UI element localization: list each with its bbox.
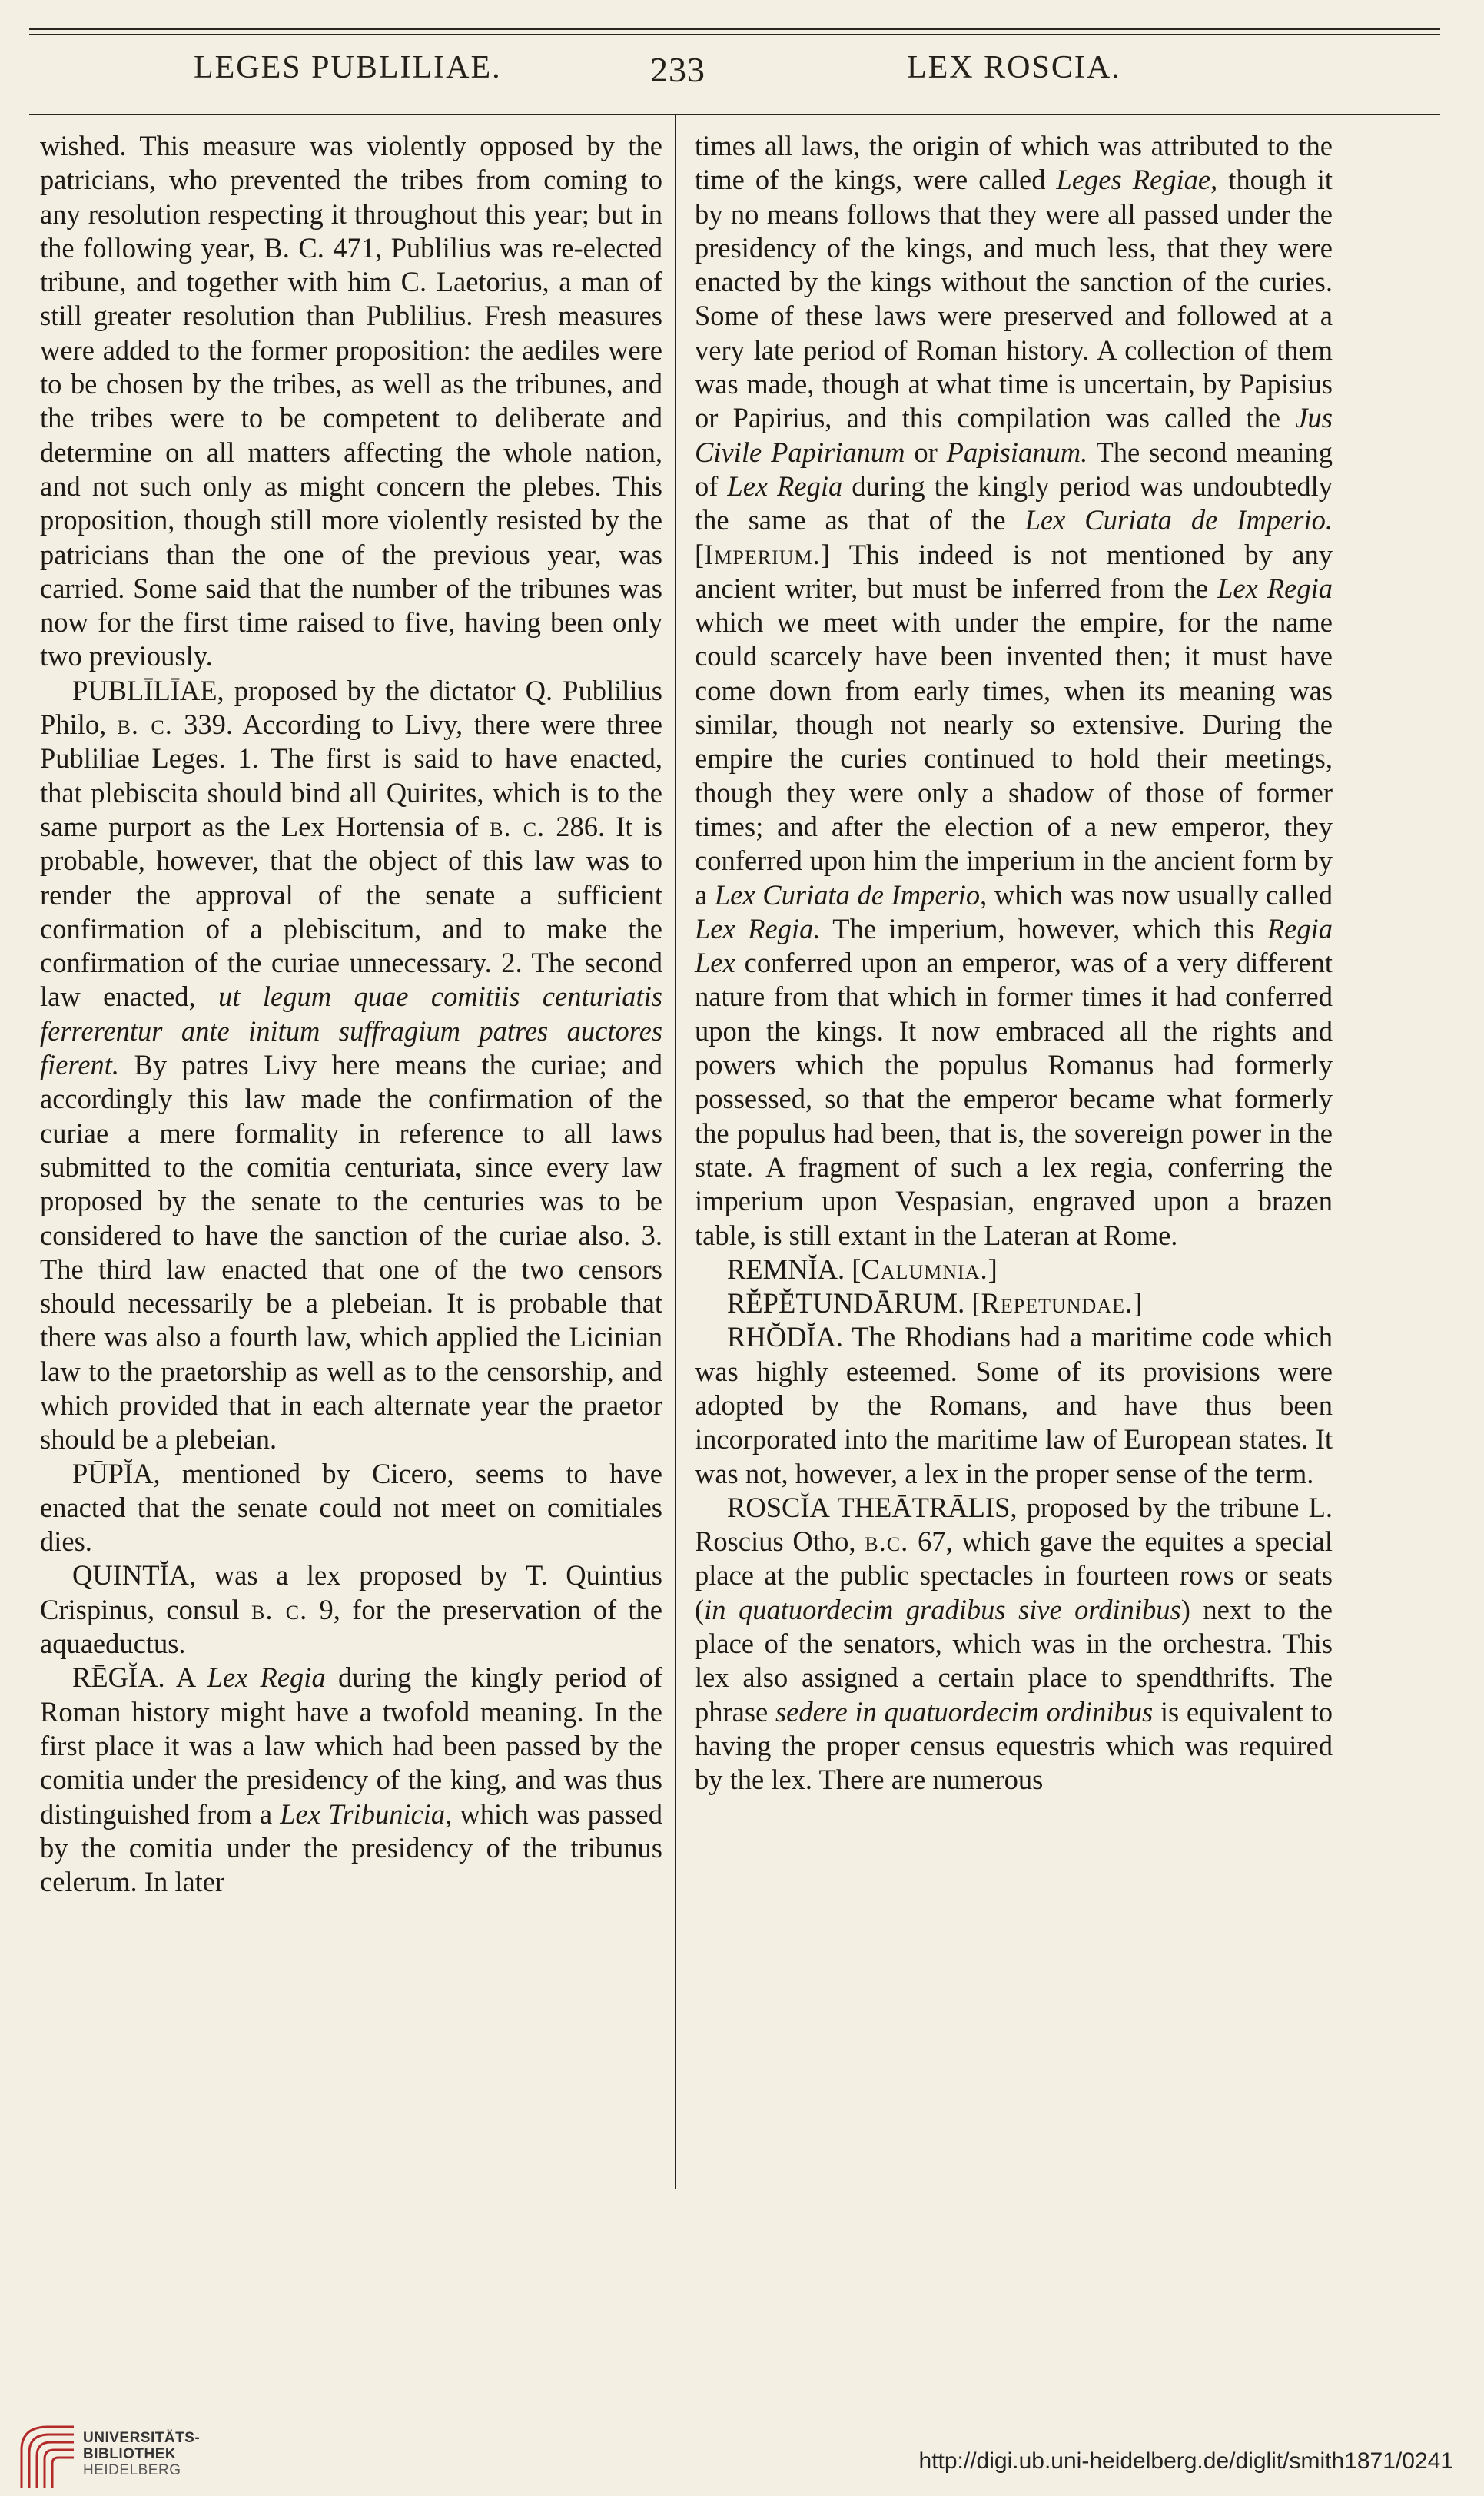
lexicon-entry: ROSCĬA THEĀTRĀLIS, proposed by the tribune L. Roscius Otho, b.c. 67, which gave the equites a special place at the public spectacles in fourteen rows or seats (in quatuordecim gradibus sive ordinibus) next to the place of the senators, which was in the orchestra. This lex also assigned a certain place to spendthrifts. The phrase sedere in quatuordecim ordinibus is equivalent to having the proper census equestris which was required by the lex. There are numerous [695,1491,1333,1796]
lexicon-entry: REMNĬA. [Calumnia.] [727,1253,998,1285]
lexicon-entry: PUBLĪLĪAE, proposed by the dictator Q. Publilius Philo, b. c. 339. According to Livy, there were three Publiliae Leges. 1. The first is said to have enacted, that plebiscita should bind all Quirites, which is to the same purport as the Lex Hortensia of b. c. 286. It is probable, however, that the object of this law was to render the approval of the senate a sufficient confirmation of a plebiscitum, and to make the confirmation of the curiae unnecessary. 2. The second law enacted, ut legum quae comitiis centuriatis ferrerentur ante initum suffragium patres auctores fierent. By patres Livy here means the curiae; and accordingly this law made the confirmation of the curiae a mere formality in reference to all laws submitted to the comitia centuriata, since every law proposed by the senate to the centuries was to be considered to have the sanction of the curiae also. 3. The third law enacted that one of the two censors should necessarily be a plebeian. It is probable that there was also a fourth law, which applied the Licinian law to the praetorship as well as to the censorship, and which provided that in each alternate year the praetor should be a plebeian. [40,674,662,1455]
continued-paragraph: wished. This measure was violently opposed by the patricians, who prevented the tribes from coming to any resolution respecting it throughout this year; but in the following year, B. C. 471, Publilius was re-elected tribune, and together with him C. Laetorius, a man of still greater resolution than Publilius. Fresh measures were added to the former proposition: the aediles were to be chosen by the tribes, as well as the tribunes, and the tribes were to be competent to deliberate and determine on all matters affecting the whole nation, and not such only as might concern the plebes. This proposition, though still more violently resisted by the patricians than the one of the previous year, was carried. Some said that the number of the tribunes was now for the first time raised to five, having been only two previously. [40,130,662,672]
lexicon-entry: QUINTĬA, was a lex proposed by T. Quintius Crispinus, consul b. c. 9, for the preservation of the aquaeductus. [40,1559,662,1660]
right-column [695,129,1333,1797]
column-divider [675,114,676,2189]
running-header [29,49,1440,95]
continued-paragraph: times all laws, the origin of which was attributed to the time of the kings, were called Leges Regiae, though it by no means follows that they were all passed under the presidency of the kings, and much less, that they were enacted by the kings without the sanction of the curies. Some of these laws were preserved and followed at a very late period of Roman history. A collection of them was made, though at what time is uncertain, by Papisius or Papirius, and this compilation was called the Jus Civile Papirianum or Papisianum. The second meaning of Lex Regia during the kingly period was undoubtedly the same as that of the Lex Curiata de Imperio. [Imperium.] This indeed is not mentioned by any ancient writer, but must be inferred from the Lex Regia which we meet with under the empire, for the name could scarcely have been invented then; it must have come down from early times, when its meaning was similar, though not nearly so extensive. During the empire the curies continued to hold their meetings, though they were only a shadow of those of former times; and after the election of a new emperor, they conferred upon him the imperium in the ancient form by a Lex Curiata de Imperio, which was now usually called Lex Regia. The imperium, however, which this Regia Lex conferred upon an emperor, was of a very different nature from that which in former times it had conferred upon the kings. It now embraced all the rights and powers which the populus Romanus had formerly possessed, so that the emperor became what formerly the populus had been, that is, the sovereign power in the state. A fragment of such a lex regia, conferring the imperium upon Vespasian, engraved upon a brazen table, is still extant in the Lateran at Rome. [695,130,1333,1251]
library-name-line2: BIBLIOTHEK [83,2446,177,2462]
lexicon-entry: RĒGĬA. A Lex Regia during the kingly period of Roman history might have a twofold meaning. In the first place it was a law which had been passed by the comitia under the presidency of the king, and was thus distinguished from a Lex Tribunicia, which was passed by the comitia under the presidency of the tribunus celerum. In later [40,1661,662,1898]
library-name-line1: UNIVERSITÄTS- [83,2430,201,2446]
top-rule [29,28,1440,30]
lexicon-entry: RHŎDĬA. The Rhodians had a maritime code which was highly esteemed. Some of its provisions were adopted by the Romans, and have thus been incorporated into the maritime law of European states. It was not, however, a lex in the proper sense of the term. [695,1321,1333,1489]
left-column [40,129,662,1899]
lexicon-entry: PŪPĬA, mentioned by Cicero, seems to have enacted that the senate could not meet on comitiales dies. [40,1457,662,1558]
page-number: 233 [650,50,705,89]
lexicon-entry: RĔPĔTUNDĀRUM. [Repetundae.] [727,1287,1143,1319]
library-name [83,2430,200,2478]
top-rule-thin [29,34,1440,35]
library-logo-icon [14,2419,81,2493]
header-rule [29,114,1440,115]
library-name-line3: HEIDELBERG [83,2462,181,2478]
header-left-title: LEGES PUBLILIAE. [194,50,502,85]
source-url-link[interactable]: http://digi.ub.uni-heidelberg.de/diglit/smith1871/0241 [918,2448,1453,2474]
footer [0,2413,1484,2496]
header-right-title: LEX ROSCIA. [907,50,1121,85]
